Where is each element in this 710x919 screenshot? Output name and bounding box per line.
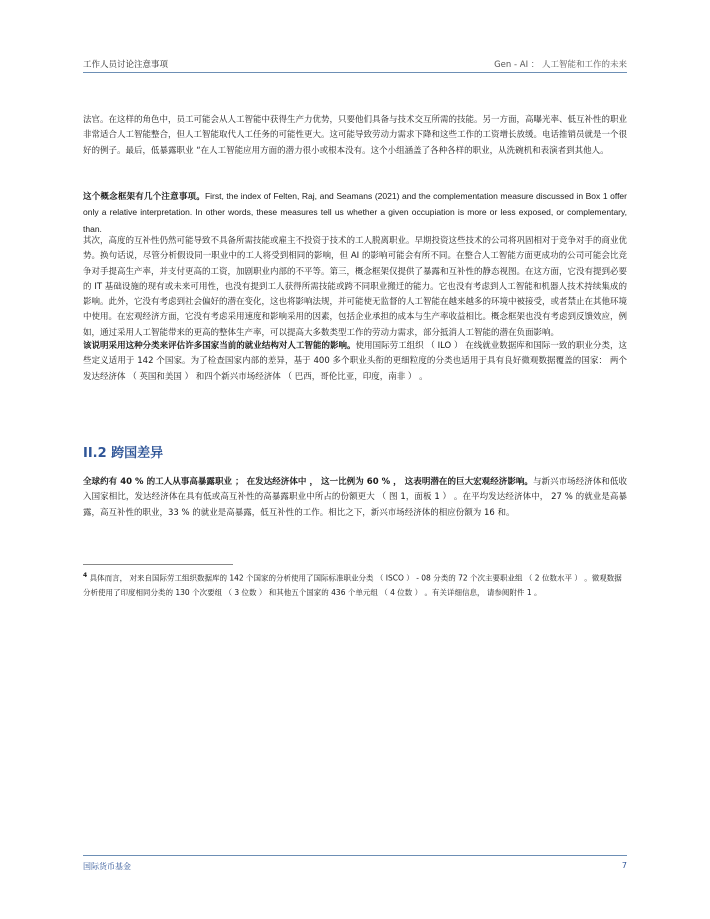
- paragraph-1: 法官。在这样的角色中，员工可能会从人工智能中获得生产力优势，只要他们具备与技术交互所需的技能。另一方面，高曝光率、低互补性的职业非常适合人工智能整合，但人工智能取代人工任务的可能性更大。这可能导致劳动力需求下降和这些工作的工资增长放缓。电话推销员就是一个很好的例子。最后，低暴露职业 “在人工智能应用方面的潜力很小或根本没有。这个小组涵盖了各种各样的职业，从洗碗机和表演者到其他人。: [83, 115, 628, 156]
- header-left-title: 工作人员讨论注意事项: [83, 60, 169, 70]
- section-heading: II.2 跨国差异: [83, 446, 164, 461]
- page-number: 7: [621, 861, 627, 870]
- footnote-text: 具体而言， 对来自国际劳工组织数据库的 142 个国家的分析使用了国际标准职业分类 （ ISCO ） - 08 分类的 72 个次主要职业组 （ 2 位数水平 ） 。微观数据分析使用了印度相同分类的 130 个次要组 （ 3 位数 ） 和其他五个国家的 436 个单元组 （ 4 位数 ） 。有关详细信息， 请参阅附件 1 。: [83, 573, 622, 597]
- paragraph-5: [83, 475, 627, 521]
- paragraph-4-lead: 该说明采用这种分类来评估许多国家当前的就业结构对人工智能的影响。: [83, 341, 356, 351]
- paragraph-3: 其次，高度的互补性仍然可能导致不具备所需技能或雇主不投资于技术的工人脱离职业。早期投资这些技术的公司将巩固相对于竞争对手的商业优势。换句话说，尽管分析假设同一职业中的工人将受到相同的影响，但 AI 的影响可能会有所不同。在整合人工智能方面更成功的公司可能会比竞争对手提高生产率，并支付更高的工资，加剧职业内部的不平等。第三，概念框架仅提供了暴露和互补性的静态视图。在这方面，它没有提到必要的 IT 基础设施的现有或未来可用性，也没有提到工人获得所需技能或跨不同职业搬迁的能力。它也没有考虑到人工智能和机器人技术持续集成的影响。此外，它没有考虑到社会偏好的潜在变化，这也将影响法规，并可能使无监督的人工智能在越来越多的环境中被接受，或者禁止在其他环境中使用。在宏观经济方面，它没有考虑采用速度和影响采用的因素，包括企业承担的成本与生产率收益相比。概念框架也没有考虑到反馈效应，例如，通过采用人工智能带来的更高的整体生产率，可以提高大多数类型工作的劳动力需求，部分抵消人工智能的潜在负面影响。: [83, 236, 628, 338]
- header-divider: [83, 72, 627, 73]
- footnote: [83, 569, 627, 600]
- paragraph-4-body: 使用国际劳工组织 （ ILO ） 在线就业数据库和国际一致的职业分类，这些定义适用于 142 个国家。为了检查国家内部的差异，基于 400 多个职业头衔的更细粒度的分类也适用于具有良好微观数据覆盖的国家： 两个发达经济体 （ 英国和美国 ） 和四个新兴市场经济体 （ 巴西，哥伦比亚，印度，南非 ） 。: [83, 341, 627, 382]
- paragraph-2-english: First, the index of Felten, Raj, and Seamans (2021) and the complementation measure discussed in Box 1 offer only a relative interpretation. In other words, these measures tell us whether a given occupiation is more or less exposed, or complementary, than.: [83, 191, 627, 234]
- footnote-divider: [83, 564, 233, 565]
- running-header: [83, 58, 627, 72]
- paragraph-2: [83, 189, 627, 238]
- paragraph-5-lead: 全球约有 40 % 的工人从事高暴露职业 ； 在发达经济体中 ， 这一比例为 60 % ， 这表明潜在的巨大宏观经济影响。: [83, 477, 533, 487]
- paragraph-4: [83, 339, 627, 385]
- footer-divider: [83, 855, 627, 856]
- paragraph-5-body: 与新兴市场经济体和低收入国家相比，发达经济体在具有低或高互补性的高暴露职业中所占的份额更大 （ 图 1，面板 1 ） 。在平均发达经济体中， 27 % 的就业是高暴露，高互补性的职业，33 % 的就业是高暴露，低互补性的工作。相比之下，新兴市场经济体的相应份额为 16 和。: [83, 477, 627, 518]
- paragraph-2-lead: 这个概念框架有几个注意事项。: [83, 192, 205, 202]
- footer-organization: 国际货币基金: [83, 862, 131, 871]
- footnote-marker: 4: [83, 572, 88, 579]
- header-right-title: Gen - AI ： 人工智能和工作的未来: [494, 60, 627, 70]
